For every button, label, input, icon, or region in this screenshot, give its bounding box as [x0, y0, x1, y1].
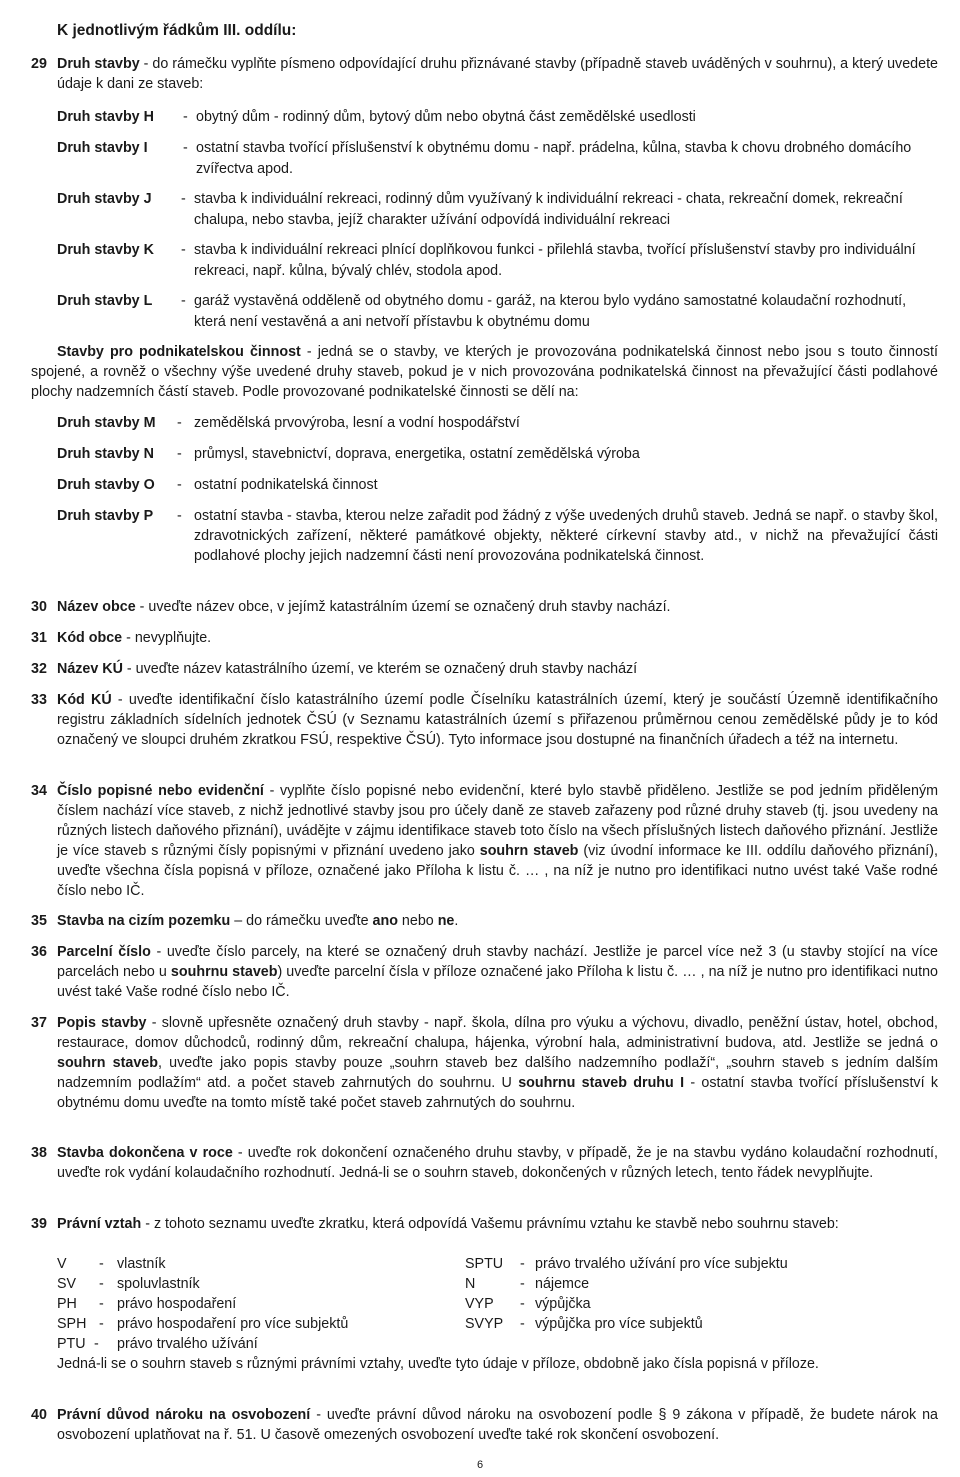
item-title: Druh stavby — [57, 56, 140, 72]
druh-label: Druh stavby K — [57, 242, 154, 258]
desc-cell: spoluvlastník — [117, 1276, 200, 1292]
druh-label: Druh stavby P — [57, 508, 154, 524]
item-text: - vyplňte číslo popisné nebo evidenční, které bylo stavbě přiděleno. Jestliže se pod jedním přiděleným číslem nachází více staveb, z nichž jednotlivé stavby jsou pro účely daně ze staveb zařazeny pod různé druhy staveb (tj. jsou uvedeny na různých listech daňového přiznání), uvádějte v zájmu identifikace staveb toto číslo na všech příslušných listech daňového přiznání. Jestliže je více staveb s různými čísly popisnými v přiznání uvedeno jako — [57, 783, 938, 859]
desc-cell: nájemce — [535, 1276, 590, 1292]
item-36 — [31, 942, 938, 1002]
druh-label: Druh stavby H — [57, 109, 154, 125]
desc-cell: právo trvalého užívání — [117, 1336, 258, 1352]
druh-text: ostatní stavba tvořící příslušenství k obytnému domu - např. prádelna, kůlna, stavba k chovu drobného domácího zvířectva apod. — [196, 140, 912, 177]
item-bold-text: souhrn staveb — [479, 843, 579, 859]
druh-row-i: Druh stavby I - ostatní stavba tvořící příslušenství k obytnému domu - např. prádelna, kůlna, stavba k chovu drobného domácího zvířectva apod. — [57, 138, 938, 180]
druh-text: garáž vystavěná odděleně od obytného domu - garáž, na kterou bylo vydáno samostatné kolaudační rozhodnutí, která není vestavěná a ani netvoří přístavbu k obytnému domu — [194, 293, 907, 330]
druh-label: Druh stavby J — [57, 191, 152, 207]
desc-cell: právo hospodaření pro více subjektů — [117, 1316, 349, 1332]
page-number: 6 — [476, 1459, 484, 1471]
item-title: Parcelní číslo — [57, 944, 151, 960]
item-number: 40 — [31, 1407, 47, 1423]
druh-label: Druh stavby N — [57, 446, 154, 462]
item-bold-text: souhrnu staveb — [170, 964, 278, 980]
item-title: Název obce — [57, 599, 136, 615]
druh-row-h: Druh stavby H - obytný dům - rodinný dům, bytový dům nebo obytná část zemědělské usedlosti — [57, 107, 938, 128]
abbr-cell: N — [465, 1276, 476, 1292]
abbr-cell: SPH — [57, 1316, 87, 1332]
item-number: 32 — [31, 661, 47, 677]
item-number: 38 — [31, 1145, 47, 1161]
desc-cell: vlastník — [117, 1256, 166, 1272]
item-31 — [31, 628, 938, 648]
item-bold-text: ano — [372, 913, 398, 929]
item-text: - nevyplňujte. — [122, 630, 212, 646]
item-title: Stavba dokončena v roce — [57, 1145, 233, 1161]
abbr-cell: PH — [57, 1296, 77, 1312]
item-text: - uveďte rok dokončení označeného druhu stavby, v případě, že je na stavbu vydáno kolaudační rozhodnutí, uveďte rok vydání kolaudačního rozhodnutí. Jedná-li se o souhrn staveb, dokončených v různých letech, tento řádek nevyplňujte. — [57, 1145, 939, 1181]
item-text: - slovně upřesněte označený druh stavby - např. škola, dílna pro výuku a výchovu, divadlo, peněžní ústav, hotel, obchod, restaurace, domov důchodců, rodinný dům, rekreační chalupa, hájenka, výrobní hala, administrativní budova, atd. Jestliže se jedná o — [57, 1015, 938, 1051]
druh-row-k: Druh stavby K - stavba k individuální rekreaci plnící doplňkovou funkci - přilehlá stavba, tvořící příslušenství stavby pro individuální rekreaci, např. kůlna, bývalý chlév, stodola apod. — [57, 240, 938, 282]
item-38 — [31, 1143, 938, 1183]
item-39-note — [57, 1354, 938, 1374]
item-number: 30 — [31, 599, 47, 615]
druh-text: zemědělská prvovýroba, lesní a vodní hospodářství — [194, 415, 520, 431]
item-text: , uveďte jako popis stavby pouze „souhrn staveb bez dalšího nadzemního podlaží“, „souhrn staveb s jedním dalším nadzemním podlažím“ atd. a počet staveb zahrnutých do souhrnu. U — [57, 1055, 939, 1091]
podnik-title: Stavby pro podnikatelskou činnost — [57, 344, 301, 360]
druh-text: stavba k individuální rekreaci plnící doplňkovou funkci - přilehlá stavba, tvořící příslušenství stavby pro individuální rekreaci, např. kůlna, bývalý chlév, stodola apod. — [194, 242, 916, 279]
druh-row-o: Druh stavby O - ostatní podnikatelská činnost — [57, 475, 938, 496]
druh-text: ostatní stavba - stavba, kterou nelze zařadit pod žádný z výše uvedených druhů staveb. Jedná se např. o stavby škol, zdravotnických zařízení, některé památkové objekty, některé církevní stavby atd., v nichž na převažující části podlahové plochy jejich nadzemní části není provozována podnikatelská činnost. — [194, 508, 938, 564]
item-number: 31 — [31, 630, 47, 646]
item-title: Název KÚ — [57, 661, 123, 677]
item-bold-text: souhrn staveb — [57, 1055, 158, 1071]
item-number: 35 — [31, 913, 47, 929]
item-title: Právní důvod nároku na osvobození — [57, 1407, 311, 1423]
druh-text: průmysl, stavebnictví, doprava, energetika, ostatní zemědělská výroba — [194, 446, 640, 462]
druh-text: stavba k individuální rekreaci, rodinný dům využívaný k individuální rekreaci - chata, rekreační domek, rekreační chalupa, nebo stavba, jejíž charakter užívání odpovídá individuální rekreaci — [194, 191, 903, 228]
item-title: Kód KÚ — [57, 692, 112, 708]
abbr-cell: SV — [57, 1276, 77, 1292]
item-33 — [31, 690, 938, 750]
abbr-cell: SVYP — [465, 1316, 504, 1332]
item-text: - ostatní stavba tvořící příslušenství k obytnému domu uveďte na tomto místě také počet staveb zahrnutých do souhrnu. — [57, 1075, 938, 1111]
item-text: - uveďte číslo parcely, na které se označený druh stavby nachází. Jestliže je parcel více než 3 (u stavby stojící na více parcelách nebo u — [57, 944, 938, 980]
podnik-text: - jedná se o stavby, ve kterých je provozována podnikatelská činnost nebo jsou s touto činností spojené, a rovněž o všechny výše uvedené druhy staveb, pokud je v nich provozována podnikatelská činnost na převažující části podlahové plochy nadzemních částí staveb. Podle provozované podnikatelské činnosti se dělí na: — [31, 344, 939, 400]
item-bold-text: souhrnu staveb druhu I — [518, 1075, 685, 1091]
section-header: K jednotlivým řádkům III. oddílu: — [57, 22, 297, 39]
item-40 — [31, 1405, 938, 1445]
item-title: Stavba na cizím pozemku — [57, 913, 231, 929]
item-bold-text: ne — [437, 913, 455, 929]
item-number: 34 — [31, 783, 47, 799]
item-text: - uveďte identifikační číslo katastrálního území podle Číselníku katastrálních území, který je součástí Územně identifikačního registru základních sídelních jednotek ČSÚ (v Seznamu katastrálních území s přiřazenou průměrnou cenou zemědělské půdy je to kód označený ve sloupci druhém zkratkou FSÚ, respektive ČSÚ). Tyto informace jsou dostupné na finančních úřadech a též na internetu. — [57, 692, 938, 748]
druh-row-j: Druh stavby J - stavba k individuální rekreaci, rodinný dům využívaný k individuální rekreaci - chata, rekreační domek, rekreační chalupa, nebo stavba, jejíž charakter užívání odpovídá individuální rekreaci — [57, 189, 938, 231]
item-number: 29 — [31, 56, 47, 72]
druh-row-n: Druh stavby N - průmysl, stavebnictví, doprava, energetika, ostatní zemědělská výroba — [57, 444, 938, 465]
druh-label: Druh stavby M — [57, 415, 156, 431]
item-text: - uveďte právní důvod nároku na osvobození podle § 9 zákona v případě, že budete nárok na osvobození uplatňovat na ř. 51. U časově omezených osvobození uveďte také rok skončení osvobození. — [57, 1407, 938, 1443]
item-title: Popis stavby — [57, 1015, 147, 1031]
item-37 — [31, 1013, 938, 1113]
item-34 — [31, 781, 938, 901]
item-text: ) uveďte parcelní čísla v příloze označené jako Příloha k listu č. … , na níž je nutno pro identifikaci nutno uvést také Vaše rodné číslo nebo IČ. — [57, 964, 938, 1000]
item-35 — [31, 911, 938, 931]
item-text: - uveďte název katastrálního území, ve kterém se označený druh stavby nachází — [122, 661, 638, 677]
item-29 — [31, 54, 938, 94]
item-text: - z tohoto seznamu uveďte zkratku, která odpovídá Vašemu právnímu vztahu ke stavbě nebo souhrnu staveb: — [141, 1216, 839, 1232]
item-text: (viz úvodní informace ke III. oddílu daňového přiznání), uveďte všechna čísla popisná v příloze, označené jako Příloha k listu č. … , na níž je nutno pro identifikaci nutno uvést také Vaše rodné číslo nebo IČ. — [57, 843, 938, 899]
item-text: - uveďte název obce, v jejímž katastrálním území se označený druh stavby nachází. — [135, 599, 671, 615]
abbr-cell: PTU — [57, 1336, 86, 1352]
druh-row-l: Druh stavby L - garáž vystavěná odděleně od obytného domu - garáž, na kterou bylo vydáno samostatné kolaudační rozhodnutí, která není vestavěná a ani netvoří přístavbu k obytnému domu — [57, 291, 938, 333]
item-number: 33 — [31, 692, 47, 708]
item-number: 39 — [31, 1216, 47, 1232]
abbr-cell: VYP — [465, 1296, 494, 1312]
item-number: 36 — [31, 944, 47, 960]
item-number: 37 — [31, 1015, 47, 1031]
druh-label: Druh stavby O — [57, 477, 155, 493]
item-title: Právní vztah — [57, 1216, 142, 1232]
desc-cell: právo trvalého užívání pro více subjektu — [535, 1256, 788, 1272]
desc-cell: výpůjčka — [535, 1296, 591, 1312]
item-title: Číslo popisné nebo evidenční — [57, 783, 264, 799]
item-title: Kód obce — [57, 630, 123, 646]
item-32 — [31, 659, 938, 679]
item-text: - do rámečku vyplňte písmeno odpovídající druhu přiznávané stavby (případně staveb uváděných v souhrnu), a který uvedete údaje k dani ze staveb: — [57, 56, 938, 92]
note-text: Jedná-li se o souhrn staveb s různými právními vztahy, uveďte tyto údaje v příloze, obdobně jako čísla popisná v příloze. — [57, 1356, 819, 1372]
druh-text: obytný dům - rodinný dům, bytový dům nebo obytná část zemědělské usedlosti — [196, 109, 696, 125]
item-30 — [31, 597, 938, 617]
podnik-paragraph — [31, 342, 938, 402]
document-page: K jednotlivým řádkům III. oddílu: 29 Druh stavby - do rámečku vyplňte písmeno odpovídající druhu přiznávané stavby (případně staveb uváděných v souhrnu), a který uvedete údaje k dani ze staveb: Druh stavby H - obytný dům - rodinný dům, bytový dům nebo obytná část zemědělské usedlosti Druh stavby I - ostatní stavba tvořící příslušenství k obytnému domu - např. prádelna, kůlna, stavba k chovu drobného domácího zvířectva apod. Druh stavby J - stavba k individuální rekreaci, rodinný dům využívaný k individuální rekreaci - chata, rekreační domek, rekreační chalupa, nebo stavba, jejíž charakter užívání odpovídá individuální rekreaci Druh stavby K - stavba k individuální rekreaci plnící doplňkovou funkci - přilehlá stavba, tvořící příslušenství stavby pro individuální rekreaci, např. kůlna, bývalý chlév, stodola apod. Druh stavby L - garáž vystavěná odděleně od obytného domu - garáž, na kterou bylo vydáno samostatné kolaudační rozhodnutí, která není vestavěná a ani netvoří přístavbu k obytnému domu Stavby pro podnikatelskou činnost - jedná se o stavby, ve kterých je provozována podnikatelská činnost nebo jsou s touto činností spojené, a rovněž o všechny výše uvedené druhy staveb, pokud je v nich provozována podnikatelská činnost na převažující části podlahové plochy nadzemních částí staveb. Podle provozované podnikatelské činnosti se dělí na: Druh stavby M - zemědělská prvovýroba, lesní a vodní hospodářství Druh stavby N - průmysl, stavebnictví, doprava, energetika, ostatní zemědělská výroba Druh stavby O - ostatní podnikatelská činnost Druh stavby P - ostatní stavba - stavba, kterou nelze zařadit pod žádný z výše uvedených druhů staveb. Jedná se např. o stavby škol, zdravotnických zařízení, některé památkové objekty, některé církevní stavby atd., v nichž na převažující části podlahové plochy jejich nadzemní části není provozována podnikatelská činnost. 30 Název obce - uveďte název obce, v jejímž katastrálním území se označený druh stavby nachází. 31 Kód obce - nevyplňujte. 32 Název KÚ - uveďte název katastrálního území, ve kterém se označený druh stavby nachází 33 Kód KÚ - uveďte identifikační číslo katastrálního území podle Číselníku katastrálních území, který je součástí Územně identifikačního registru základních sídelních jednotek ČSÚ (v Seznamu katastrálních území s přiřazenou průměrnou cenou zemědělské půdy je to kód označený ve sloupci druhém zkratkou FSÚ, respektive ČSÚ). Tyto informace jsou dostupné na finančních úřadech a též na internetu. 34 Číslo popisné nebo evidenční - vyplňte číslo popisné nebo evidenční, které bylo stavbě přiděleno. Jestliže se pod jedním přiděleným číslem nachází více staveb, z nichž jednotlivé stavby jsou pro účely daně ze staveb zařazeny pod různé druhy staveb (tj. jsou uvedeny na různých listech daňového přiznání), uvádějte v zájmu identifikace staveb toto číslo na všech příslušných listech daňového přiznání. Jestliže je více staveb s různými čísly popisnými v přiznání uvedeno jako souhrn staveb (viz úvodní informace ke III. oddílu daňového přiznání), uveďte všechna čísla popisná v příloze, označené jako Příloha k listu č. … , na níž je nutno pro identifikaci nutno uvést také Vaše rodné číslo nebo IČ. 35 Stavba na cizím pozemku – do rámečku uveďte ano nebo ne. 36 Parcelní číslo - uveďte číslo parcely, na které se označený druh stavby nachází. Jestliže je parcel více než 3 (u stavby stojící na více parcelách nebo u souhrnu staveb) uveďte parcelní čísla v příloze označené jako Příloha k listu č. … , na níž je nutno pro identifikaci nutno uvést také Vaše rodné číslo nebo IČ. 37 Popis stavby - slovně upřesněte označený druh stavby - např. škola, dílna pro výuku a výchovu, divadlo, peněžní ústav, hotel, obchod, restaurace, domov důchodců, rodinný dům, rekreační chalupa, hájenka, výrobní hala, administrativní budova, atd. Jestliže se jedná o souhrn staveb, uveďte jako popis stavby pouze „souhrn staveb bez dalšího nadzemního podlaží“, „souhrn staveb s jedním dalším nadzemním podlažím“ atd. a počet staveb zahrnutých do souhrnu. U souhrnu staveb druhu I - ostatní stavba tvořící příslušenství k obytnému domu uveďte na tomto místě také počet staveb zahrnutých do souhrnu. 38 Stavba dokončena v roce - uveďte rok dokončení označeného druhu stavby, v případě, že je na stavbu vydáno kolaudační rozhodnutí, uveďte rok vydání kolaudačního rozhodnutí. Jedná-li se o souhrn staveb, dokončených v různých letech, tento řádek nevyplňujte. 39 Právní vztah - z tohoto seznamu uveďte zkratku, která odpovídá Vašemu právnímu vztahu ke stavbě nebo souhrnu staveb: V - vlastník SPTU - právo trvalého užívání pro více subjektu SV - spoluvlastník N - nájemce PH - právo hospodaření VYP - výpůjčka SPH - právo hospodaření pro více subjektů SVYP - výpůjčka pro více subjektů PTU - právo trvalého užívání Jedná-li se o souhrn staveb s různými právními vztahy, uveďte tyto údaje v příloze, obdobně jako čísla popisná v příloze. 40 Právní důvod nároku na osvobození - uveďte právní důvod nároku na osvobození podle § 9 zákona v případě, že budete nárok na osvobození uplatňovat na ř. 51. U časově omezených osvobození uveďte také rok skončení osvobození. 6 — [0, 0, 960, 1477]
item-text: . — [454, 913, 459, 929]
item-text: nebo — [397, 913, 438, 929]
item-39 — [31, 1214, 938, 1234]
desc-cell: výpůjčka pro více subjektů — [535, 1316, 703, 1332]
druh-text: ostatní podnikatelská činnost — [194, 477, 378, 493]
druh-row-m: Druh stavby M - zemědělská prvovýroba, lesní a vodní hospodářství — [57, 413, 938, 434]
druh-row-p: Druh stavby P - ostatní stavba - stavba, kterou nelze zařadit pod žádný z výše uvedených druhů staveb. Jedná se např. o stavby škol, zdravotnických zařízení, některé památkové objekty, některé církevní stavby atd., v nichž na převažující části podlahové plochy jejich nadzemní části není provozována podnikatelská činnost. — [57, 508, 938, 564]
abbr-cell: SPTU — [465, 1256, 504, 1272]
item-text: – do rámečku uveďte — [230, 913, 373, 929]
abbr-cell: V — [57, 1256, 67, 1272]
druh-label: Druh stavby I — [57, 140, 148, 156]
druh-label: Druh stavby L — [57, 293, 153, 309]
desc-cell: právo hospodaření — [117, 1296, 237, 1312]
